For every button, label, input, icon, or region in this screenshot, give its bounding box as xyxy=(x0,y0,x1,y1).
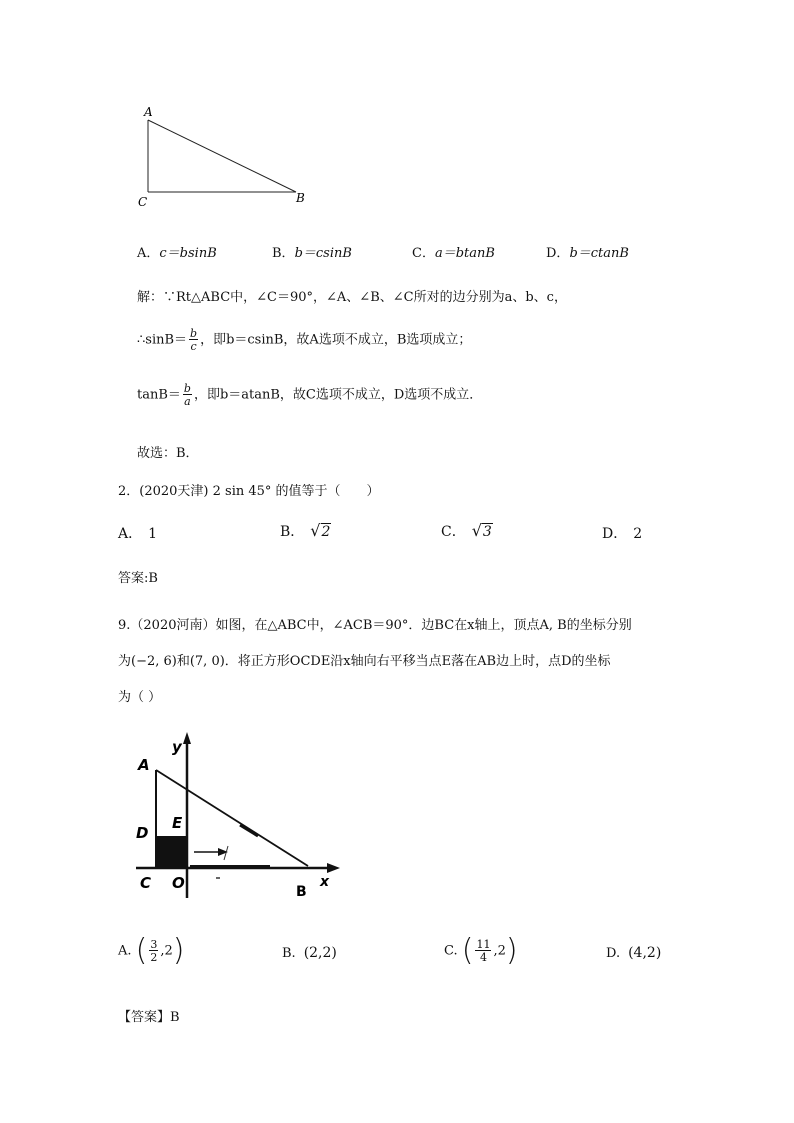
q2-option-b xyxy=(280,521,331,541)
q1-tan-prefix: tanB＝ xyxy=(137,387,181,403)
fraction-3-over-2: $\frac{3}{2}$ xyxy=(150,938,158,964)
sqrt-2: √2 xyxy=(310,521,331,540)
triangle-abc-figure xyxy=(130,100,320,215)
origin-o-label: O xyxy=(172,874,185,892)
q1-solution-line2 xyxy=(137,328,471,352)
q9-option-b-value: (2,2) xyxy=(303,945,337,961)
q1-tan-suffix: ，即b＝atanB，故C选项不成立，D选项不成立． xyxy=(193,387,483,403)
q1-option-c-letter: C． xyxy=(412,246,435,261)
coordinate-figure xyxy=(130,730,345,905)
q2-option-d-value: 2 xyxy=(633,526,643,542)
q2-option-a-value: 1 xyxy=(148,526,158,542)
vertex-a-label: A xyxy=(144,105,153,119)
q1-option-a-text: c＝bsinB xyxy=(159,246,217,261)
q9-option-b xyxy=(282,945,337,961)
q9-option-c: C. ( $\frac{11}{4}$ ,2) xyxy=(444,933,518,968)
q1-option-a-letter: A． xyxy=(137,246,160,261)
q2-option-c-letter: C． xyxy=(441,524,466,540)
q2-answer: 答案:B xyxy=(118,571,158,586)
q2-stem: 2．(2020天津) 2 sin 45° 的值等于（ ） xyxy=(118,484,380,499)
q2-option-d xyxy=(602,523,642,543)
q1-option-d-letter: D． xyxy=(546,246,570,261)
q9-option-d-letter: D. xyxy=(606,946,621,961)
side-ab xyxy=(148,120,296,192)
q9-option-a: A. ( $\frac{3}{2}$ ,2) xyxy=(118,933,185,968)
q1-option-c-text: a＝btanB xyxy=(434,246,495,261)
q2-option-d-letter: D． xyxy=(602,526,628,542)
q2-option-a xyxy=(118,523,157,543)
q1-solution-line4: 故选：B． xyxy=(137,446,199,461)
fraction-b-over-a: $\frac{b}{a}$ xyxy=(183,382,191,408)
q2-option-a-letter: A． xyxy=(118,526,143,542)
vertex-b-label: B xyxy=(296,191,305,205)
hypotenuse-mark xyxy=(240,825,258,836)
point-b-label: B xyxy=(296,884,307,900)
point-c-label: C xyxy=(140,874,152,892)
q9-option-a-letter: A. xyxy=(118,943,132,959)
q1-option-b xyxy=(272,242,352,261)
sqrt-3: √3 xyxy=(471,521,492,540)
q9-stem-line1: 9.（2020河南）如图，在△ABC中，∠ACB＝90°．边BC在x轴上，顶点A, B的坐标分别 xyxy=(118,618,632,633)
q1-solution-line3 xyxy=(137,383,482,407)
y-axis-label: y xyxy=(172,738,182,756)
vertex-c-label: C xyxy=(138,195,148,209)
point-d-label: D xyxy=(136,824,149,842)
q1-option-c xyxy=(412,242,495,261)
x-axis-label: x xyxy=(320,874,330,890)
q1-option-b-letter: B． xyxy=(272,246,295,261)
q9-answer: 【答案】B xyxy=(118,1010,180,1025)
q9-option-b-letter: B. xyxy=(282,946,296,961)
x-axis-arrow xyxy=(327,863,340,873)
point-a-label: A xyxy=(138,756,150,774)
fraction-b-over-c: $\frac{b}{c}$ xyxy=(190,327,198,353)
q1-sin-suffix: ，即b＝csinB，故A选项不成立，B选项成立； xyxy=(200,332,472,348)
q9-option-c-tail: ,2 xyxy=(493,943,506,959)
fraction-11-over-4: $\frac{11}{4}$ xyxy=(476,938,491,964)
q9-option-a-tail: ,2 xyxy=(160,943,173,959)
q2-option-c xyxy=(441,521,493,541)
q1-option-d-text: b＝ctanB xyxy=(569,246,629,261)
q9-stem-line3: 为（ ） xyxy=(118,690,162,705)
y-axis-arrow xyxy=(183,732,191,744)
q1-option-d xyxy=(546,242,629,261)
q1-solution-line1: 解：∵Rt△ABC中，∠C＝90°，∠A、∠B、∠C所对的边分别为a、b、c， xyxy=(137,290,567,305)
q1-sin-prefix: ∴sinB＝ xyxy=(137,332,188,348)
q2-option-b-letter: B． xyxy=(280,524,305,540)
q9-stem-line2: 为(−2, 6)和(7, 0)．将正方形OCDE沿x轴向右平移当点E落在AB边上时，点D的坐标 xyxy=(118,654,611,669)
point-e-label: E xyxy=(172,814,183,832)
q9-option-d xyxy=(606,945,661,961)
q1-option-a xyxy=(137,242,217,261)
q1-option-b-text: b＝csinB xyxy=(294,246,352,261)
q9-option-c-letter: C. xyxy=(444,943,458,959)
square-ocde xyxy=(156,836,187,868)
q9-option-d-value: (4,2) xyxy=(628,945,662,961)
